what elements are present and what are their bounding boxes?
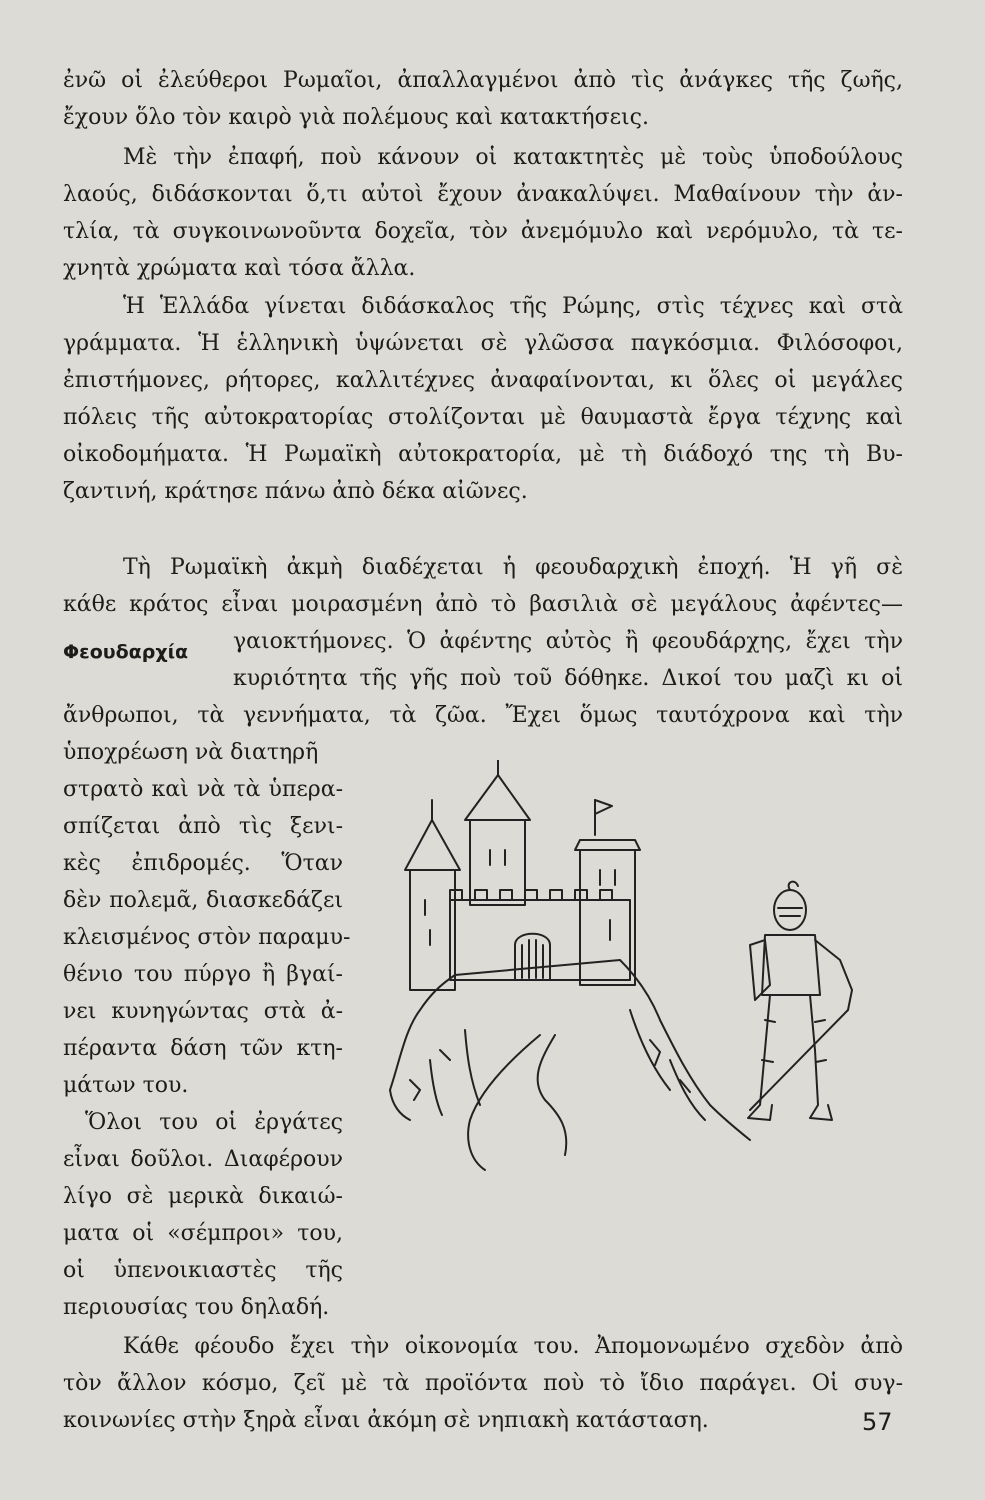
text-line: γαιοκτήμονες. Ὁ ἀφέντης αὐτὸς ἢ φεουδάρχης, ἔχει τὴν bbox=[233, 629, 903, 654]
text-line: περιουσίας του δηλαδή. bbox=[63, 1295, 330, 1320]
text-line: Ὅλοι του οἱ ἐργάτες bbox=[85, 1110, 343, 1135]
text-line: νει κυνηγώντας στὰ ἀ- bbox=[63, 999, 343, 1024]
text-line: πόλεις τῆς αὐτοκρατορίας στολίζονται μὲ θαυμαστὰ ἔργα τέχνης καὶ bbox=[63, 405, 903, 430]
text-line: σπίζεται ἀπὸ τὶς ξενι- bbox=[63, 814, 343, 839]
text-line: μάτων του. bbox=[63, 1073, 189, 1098]
text-line: οἰκοδομήματα. Ἡ Ρωμαϊκὴ αὐτοκρατορία, μὲ τὴ διάδοχό της τὴ Βυ- bbox=[63, 442, 903, 467]
text-line: λίγο σὲ μερικὰ δικαιώ- bbox=[63, 1184, 343, 1209]
text-line: κλεισμένος στὸν παραμυ- bbox=[63, 925, 351, 950]
text-line: ὑποχρέωση νὰ διατηρῆ bbox=[63, 740, 319, 765]
page-number: 57 bbox=[862, 1408, 893, 1436]
text-line: Τὴ Ρωμαϊκὴ ἀκμὴ διαδέχεται ἡ φεουδαρχικὴ ἐποχή. Ἡ γῆ σὲ bbox=[123, 555, 903, 580]
castle-knight-illustration bbox=[370, 760, 910, 1180]
text-line: πέραντα δάση τῶν κτη- bbox=[63, 1036, 343, 1061]
margin-heading: Φεουδαρχία bbox=[63, 641, 189, 663]
text-line: τλία, τὰ συγκοινωνοῦντα δοχεῖα, τὸν ἀνεμόμυλο καὶ νερόμυλο, τὰ τε- bbox=[63, 219, 903, 244]
winding-path bbox=[468, 1035, 566, 1170]
text-line: θένιο του πύργο ἢ βγαί- bbox=[63, 962, 343, 987]
text-line: γράμματα. Ἡ ἑλληνικὴ ὑψώνεται σὲ γλῶσσα παγκόσμια. Φιλόσοφοι, bbox=[63, 331, 903, 356]
text-line: λαούς, διδάσκονται ὅ,τι αὐτοὶ ἔχουν ἀνακαλύψει. Μαθαίνουν τὴν ἀν- bbox=[63, 182, 903, 207]
text-line: ἐπιστήμονες, ρήτορες, καλλιτέχνες ἀναφαίνονται, κι ὅλες οἱ μεγάλες bbox=[63, 368, 903, 393]
text-line: ἄνθρωποι, τὰ γεννήματα, τὰ ζῶα. Ἔχει ὅμως ταυτόχρονα καὶ τὴν bbox=[63, 703, 903, 728]
text-line: χνητὰ χρώματα καὶ τόσα ἄλλα. bbox=[63, 256, 416, 281]
castle-tower bbox=[580, 850, 635, 985]
text-line: κάθε κράτος εἶναι μοιρασμένη ἀπὸ τὸ βασιλιὰ σὲ μεγάλους ἀφέντες— bbox=[63, 592, 903, 617]
text-line: Κάθε φέουδο ἔχει τὴν οἰκονομία του. Ἀπομονωμένο σχεδὸν ἀπὸ bbox=[123, 1334, 903, 1359]
text-line: δὲν πολεμᾶ, διασκεδάζει bbox=[63, 888, 343, 913]
text-line: ἔχουν ὅλο τὸν καιρὸ γιὰ πολέμους καὶ κατακτήσεις. bbox=[63, 105, 649, 130]
text-line: κοινωνίες στὴν ξηρὰ εἶναι ἀκόμη σὲ νηπιακὴ κατάσταση. bbox=[63, 1408, 709, 1433]
text-line: Ἡ Ἑλλάδα γίνεται διδάσκαλος τῆς Ρώμης, στὶς τέχνες καὶ στὰ bbox=[123, 294, 903, 319]
knight-figure bbox=[748, 882, 852, 1120]
text-line: εἶναι δοῦλοι. Διαφέρουν bbox=[63, 1147, 343, 1172]
castle-flag bbox=[595, 800, 612, 814]
text-line: ἐνῶ οἱ ἐλεύθεροι Ρωμαῖοι, ἀπαλλαγμένοι ἀπὸ τὶς ἀνάγκες τῆς ζωῆς, bbox=[63, 68, 903, 93]
text-line: κυριότητα τῆς γῆς ποὺ τοῦ δόθηκε. Δικοί του μαζὶ κι οἱ bbox=[233, 666, 903, 691]
text-line: ζαντινή, κράτησε πάνω ἀπὸ δέκα αἰῶνες. bbox=[63, 479, 528, 504]
text-line: οἱ ὑπενοικιαστὲς τῆς bbox=[63, 1258, 343, 1283]
text-line: ματα οἱ «σέμπροι» του, bbox=[63, 1221, 343, 1246]
text-line: τὸν ἄλλον κόσμο, ζεῖ μὲ τὰ προϊόντα ποὺ τὸ ἴδιο παράγει. Οἱ συγ- bbox=[63, 1371, 903, 1396]
text-line: κὲς ἐπιδρομές. Ὅταν bbox=[63, 851, 343, 876]
text-line: Μὲ τὴν ἐπαφή, ποὺ κάνουν οἱ κατακτητὲς μὲ τοὺς ὑποδούλους bbox=[123, 145, 903, 170]
text-line: στρατὸ καὶ νὰ τὰ ὑπερα- bbox=[63, 777, 343, 802]
castle-gate bbox=[515, 934, 550, 980]
castle-tower bbox=[410, 870, 455, 990]
rock-hill bbox=[390, 960, 750, 1140]
castle-tower bbox=[470, 820, 525, 905]
